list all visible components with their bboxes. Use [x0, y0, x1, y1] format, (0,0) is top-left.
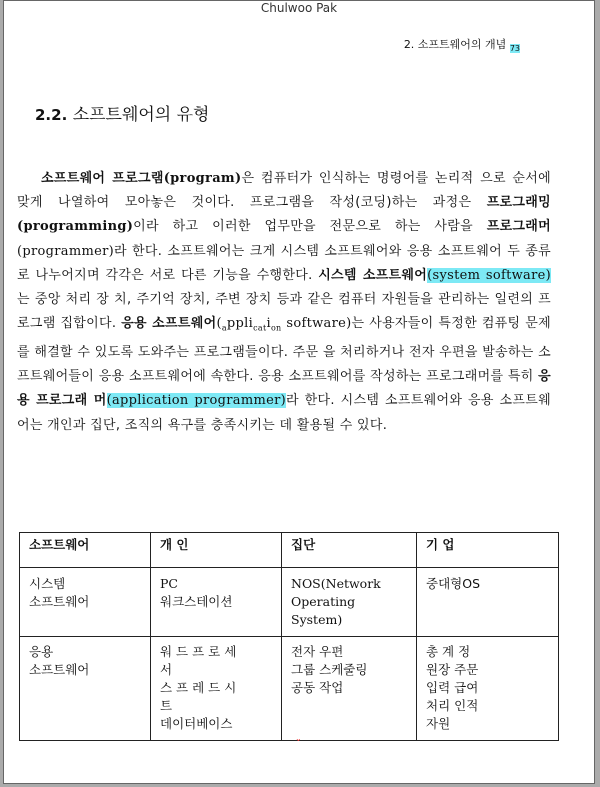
cell-individual: PC 워크스테이션: [151, 568, 282, 637]
term-application-programmer-en: (application programmer): [106, 393, 286, 409]
cell-enterprise: 중대형OS: [417, 568, 559, 637]
paragraph-text: 라 한다. 시스템 소프트웨어와 응용 소프트웨 어는 개인과 집단, 조직의 욕구를 충족시키는 데 활용될 수 있다.: [17, 393, 551, 433]
term-programming: 프로그래밍: [486, 195, 551, 211]
page-number: 73: [509, 44, 520, 53]
table-header-row: [20, 533, 559, 568]
paragraph-text: 는 사용자들이 특정한 컴퓨팅 문제를 해결할 수 있도록 도와주는 프로그램들이다. 주문 을 처리하거나 전자 우편을 발송하는 소프트웨어들이 응용 소프트웨어에 속한다. 응용 소프트웨어를 작성하는 프로그래머를 특히: [17, 316, 551, 385]
term-system-software-en: (system software): [427, 267, 551, 283]
software-type-table: [19, 532, 559, 741]
table-row: [20, 568, 559, 637]
document-page: [3, 0, 595, 784]
running-header: [404, 36, 520, 53]
paragraph-text: 이라 하고 이러한 업무만을 전문으로 하는 사람을: [133, 219, 487, 235]
term-application-software-en: ($_appli_{cat}i_{on}$ software): [216, 316, 352, 333]
cell-category: 시스템 소프트웨어: [20, 568, 151, 637]
cell-group: 전자 우편 그룹 스케줄링 공동 작업: [282, 637, 417, 741]
term-programmer: 프로그래머: [486, 219, 551, 235]
term-application-software: 응용 소프트웨어: [121, 316, 217, 332]
cell-individual: 워 드 프 로 세 서 스 프 레 드 시 트 데이터베이스: [151, 637, 282, 741]
cell-enterprise: 총 계 정 원장 주문 입력 급여 처리 인적 자원: [417, 637, 559, 741]
section-heading: [35, 100, 209, 125]
section-title: 소프트웨어의 유형: [72, 105, 210, 125]
term-system-software: 시스템 소프트웨어: [318, 267, 428, 283]
term-programming-en: (programming): [17, 219, 134, 235]
cell-category: 응용 소프트웨어: [20, 637, 151, 741]
header-group: 집단: [282, 533, 417, 568]
author-name: Chulwoo Pak: [260, 1, 338, 15]
body-paragraph: [17, 167, 551, 438]
section-number: 2.2.: [35, 106, 68, 124]
term-software-program: 소프트웨어 프로그램: [41, 171, 164, 186]
term-programmer-en: (programmer): [17, 243, 114, 259]
chapter-title: 2. 소프트웨어의 개념: [403, 38, 507, 51]
table-row: [20, 637, 559, 741]
paragraph-text: 라 한다. 소프트웨어는 크게 시스템 소프트웨어와 응용 소프트웨어 두 종류로 나누어지며 각각은 서로 다른 기능을 수행한다.: [17, 243, 551, 283]
header-individual: 개 인: [151, 533, 282, 568]
caret-mark-icon: ⌄: [295, 734, 302, 743]
header-enterprise: 기 업: [417, 533, 559, 568]
term-program-en: (program): [163, 171, 242, 186]
term-application-programmer: 응용 프로그래 머: [17, 369, 551, 409]
paragraph-text: 은 컴퓨터가 인식하는 명령어를 논리적 으로 순서에 맞게 나열하여 모아놓은 것이다. 프로그램을 작성(코딩)하는 과정은: [17, 171, 551, 211]
paragraph-text: 는 중앙 처리 장 치, 주기억 장치, 주변 장치 등과 같은 컴퓨터 자원들을 관리하는 일련의 프로그램 집합이다.: [17, 292, 551, 332]
cell-group: NOS(Network Operating System): [282, 568, 417, 637]
header-software: 소프트웨어: [20, 533, 151, 568]
